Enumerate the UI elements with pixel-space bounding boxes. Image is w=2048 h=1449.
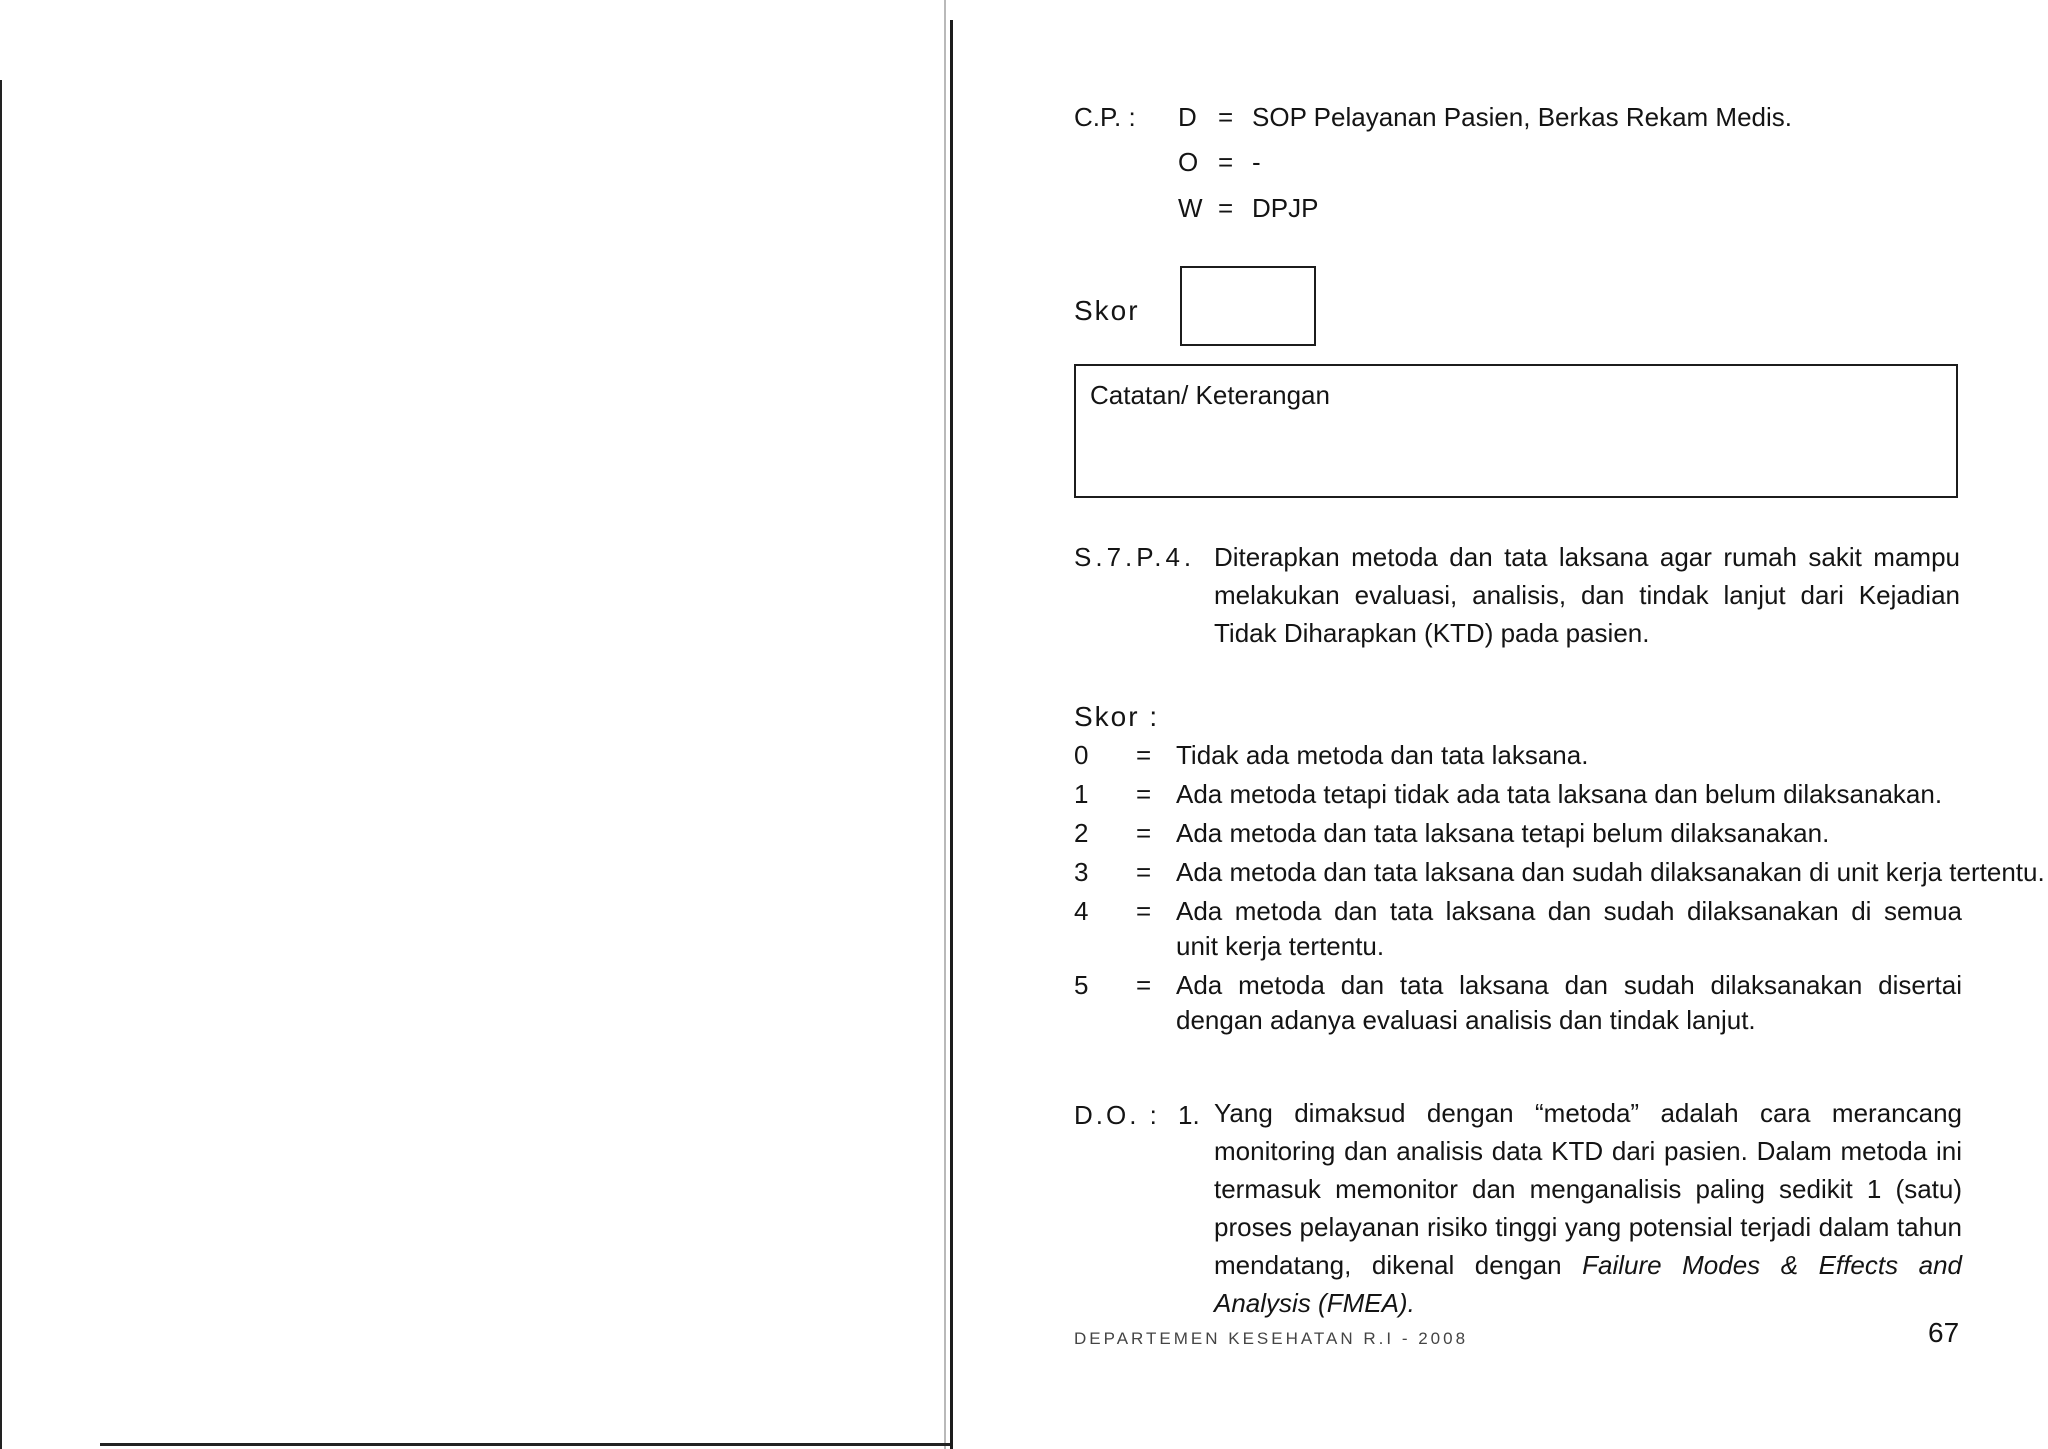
score-number: 1 <box>1074 779 1089 809</box>
left-page-edge <box>0 80 2 1449</box>
footer-publisher: DEPARTEMEN KESEHATAN R.I - 2008 <box>1074 1329 1469 1348</box>
score-number: 2 <box>1074 818 1089 848</box>
cp-row-d <box>1178 100 1792 134</box>
score-item <box>1074 894 1962 964</box>
score-description: Ada metoda dan tata laksana dan sudah dilaksanakan di unit kerja tertentu. <box>1176 857 2045 887</box>
score-input-box[interactable] <box>1180 266 1316 346</box>
score-item <box>1074 738 1962 773</box>
score-equals: = <box>1136 970 1152 1000</box>
cp-label: C.P. : <box>1074 102 1136 132</box>
book-spine-line <box>950 20 953 1449</box>
score-equals: = <box>1136 779 1152 809</box>
page-gutter-line <box>944 0 946 1449</box>
score-equals: = <box>1136 740 1152 770</box>
score-number: 5 <box>1074 970 1089 1000</box>
cp-key: W <box>1178 193 1203 223</box>
cp-equals: = <box>1218 193 1234 223</box>
score-number: 3 <box>1074 857 1089 887</box>
score-item <box>1074 777 1962 812</box>
score-number: 4 <box>1074 896 1089 926</box>
definition-body: Yang dimaksud dengan “metoda” adalah cara merancang monitoring dan analisis data KTD dari pasien. Dalam metoda ini termasuk memonitor dan menganalisis paling sedikit 1 (satu) proses pelayanan risiko tinggi yang potensial terjadi dalam tahun mendatang, dikenal dengan <box>1214 1098 1962 1280</box>
cp-row-w <box>1178 191 1318 225</box>
score-description: Ada metoda tetapi tidak ada tata laksana dan belum dilaksanakan. <box>1176 779 1943 809</box>
score-item <box>1074 968 1962 1038</box>
score-item <box>1074 855 2045 890</box>
cp-row-o <box>1178 145 1261 179</box>
score-equals: = <box>1136 818 1152 848</box>
notes-label: Catatan/ Keterangan <box>1090 380 1330 410</box>
standard-text: Diterapkan metoda dan tata laksana agar rumah sakit mampu melakukan evaluasi, analisis, dan tindak lanjut dari Kejadian Tidak Diharapkan (KTD) pada pasien. <box>1214 542 1960 648</box>
definition-italic-term: Failure Modes & Effects and Analysis (FMEA) <box>1214 1250 1962 1318</box>
standard-code: S.7.P.4. <box>1074 542 1196 572</box>
score-equals: = <box>1136 857 1152 887</box>
cp-value: - <box>1252 147 1261 177</box>
left-page-bottom-edge <box>100 1443 950 1446</box>
score-scale-heading: Skor : <box>1074 701 1160 732</box>
cp-key: D <box>1178 102 1197 132</box>
score-description: Ada metoda dan tata laksana dan sudah dilaksanakan di semua unit kerja tertentu. <box>1176 896 1962 961</box>
score-number: 0 <box>1074 740 1089 770</box>
cp-key: O <box>1178 147 1199 177</box>
score-item <box>1074 816 1962 851</box>
definition-end: . <box>1407 1288 1415 1318</box>
score-scale-list <box>1074 738 2045 1038</box>
definition-number: 1. <box>1178 1100 1200 1130</box>
score-description: Ada metoda dan tata laksana dan sudah dilaksanakan disertai dengan adanya evaluasi analisis dan tindak lanjut. <box>1176 970 1962 1035</box>
score-equals: = <box>1136 896 1152 926</box>
cp-value: DPJP <box>1252 193 1319 223</box>
score-description: Tidak ada metoda dan tata laksana. <box>1176 740 1589 770</box>
score-description: Ada metoda dan tata laksana tetapi belum dilaksanakan. <box>1176 818 1830 848</box>
page-number: 67 <box>1928 1317 1960 1348</box>
score-box-label: Skor <box>1074 295 1140 326</box>
notes-box[interactable] <box>1074 364 1958 498</box>
definition-label: D.O. : <box>1074 1100 1160 1130</box>
cp-value: SOP Pelayanan Pasien, Berkas Rekam Medis. <box>1252 102 1793 132</box>
cp-equals: = <box>1218 147 1234 177</box>
definition-text <box>1214 1094 1962 1322</box>
cp-equals: = <box>1218 102 1234 132</box>
